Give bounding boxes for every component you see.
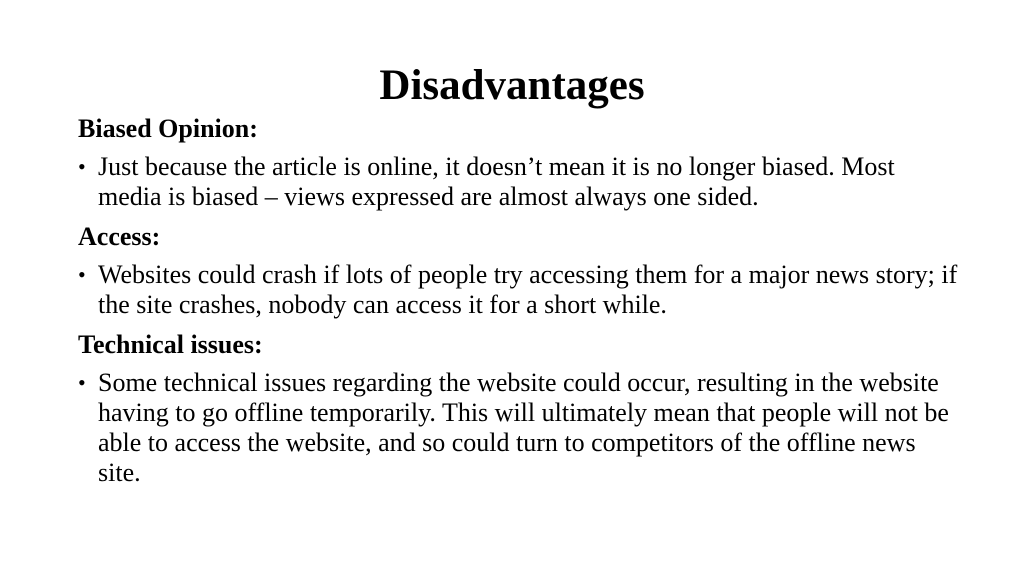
- bullet-text: Just because the article is online, it doesn’t mean it is no longer biased. Most media is biased – views expressed are almost always one sided.: [98, 152, 895, 211]
- bullet-dot-icon: •: [78, 154, 86, 179]
- bullet-dot-icon: •: [78, 370, 86, 395]
- bullet-dot-icon: •: [78, 262, 86, 287]
- bullet-technical-issues: [78, 368, 958, 488]
- section-heading-technical-issues: Technical issues:: [78, 330, 263, 359]
- section-heading-access: Access:: [78, 222, 161, 251]
- bullet-biased-opinion: [78, 152, 958, 212]
- section-heading-biased-opinion: Biased Opinion:: [78, 114, 258, 143]
- slide-title: Disadvantages: [379, 62, 645, 109]
- bullet-text: Websites could crash if lots of people try accessing them for a major news story; if the site crashes, nobody can access it for a short while.: [98, 260, 958, 319]
- slide-body: [78, 114, 958, 498]
- bullet-text: Some technical issues regarding the website could occur, resulting in the website having to go offline temporarily. This will ultimately mean that people will not be able to access the website, and so could turn to competitors of the offline news site.: [98, 368, 949, 487]
- bullet-access: [78, 260, 958, 320]
